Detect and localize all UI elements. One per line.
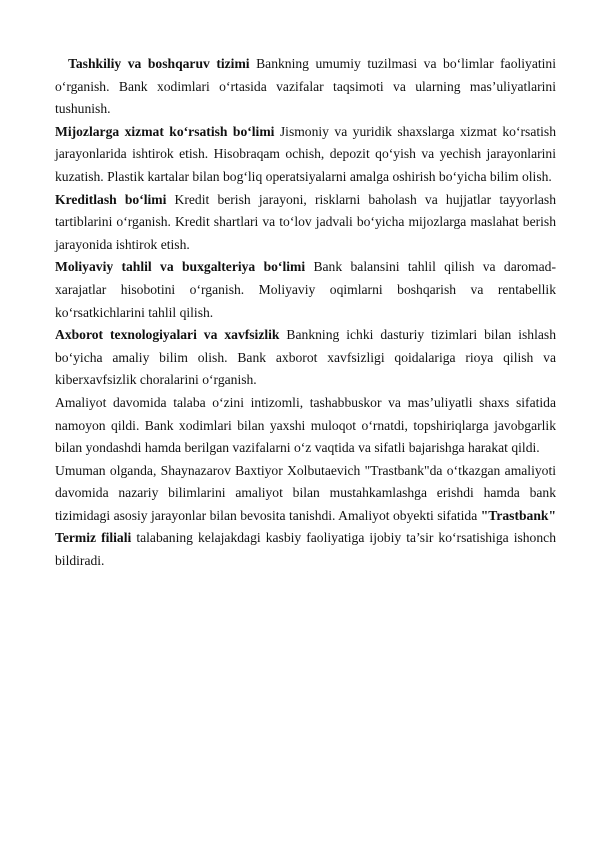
paragraph-text-tail: talabaning kelajakdagi kasbiy faoliyatiga ijobiy ta’sir ko‘rsatishiga ishonch bildiradi. — [55, 530, 556, 569]
paragraph-customer-service — [55, 121, 556, 189]
paragraph-indent — [55, 56, 68, 71]
heading-lending: Kreditlash bo‘limi — [55, 191, 167, 207]
paragraph-text: Kredit berish jarayoni, risklarni baholash va hujjatlar tayyorlash tartiblarini o‘rganish. Kredit shartlari va to‘lov jadvali bo‘yicha mijozlarga maslahat berish jarayonida ishtirok etish. — [55, 191, 556, 252]
document-page — [55, 53, 556, 573]
paragraph-text: Jismoniy va yuridik shaxslarga xizmat ko‘rsatish jarayonlarida ishtirok etish. Hisobraqam ochish, depozit qo‘yish va yechish jarayonlarini kuzatish. Plastik kartalar bilan bog‘liq operatsiyalarni amalga oshirish bo‘yicha bilim olish. — [55, 123, 556, 184]
paragraph-organizational-structure — [55, 53, 556, 121]
paragraph-text: Bankning ichki dasturiy tizimlari bilan ishlash bo‘yicha amaliy bilim olish. Bank axborot xavfsizligi qoidalariga rioya qilish va kiberxavfsizlik choralarini o‘rganish. — [55, 327, 556, 388]
paragraph-text: Bankning umumiy tuzilmasi va bo‘limlar faoliyatini o‘rganish. Bank xodimlari o‘rtasida vazifalar taqsimoti va ularning mas’uliyatlarini tushunish. — [55, 56, 557, 117]
heading-financial-analysis: Moliyaviy tahlil va buxgalteriya bo‘limi — [55, 259, 306, 275]
heading-organizational-structure: Tashkiliy va boshqaruv tizimi — [68, 56, 250, 71]
paragraph-conclusion — [55, 460, 556, 573]
paragraph-it-security — [55, 324, 556, 392]
heading-it-security: Axborot texnologiyalari va xavfsizlik — [55, 327, 280, 343]
paragraph-financial-analysis — [55, 256, 556, 324]
paragraph-lending — [55, 189, 556, 257]
internship-object-name: "Trastbank" Termiz filiali — [55, 507, 556, 546]
paragraph-student-evaluation — [55, 392, 556, 460]
paragraph-text: Amaliyot davomida talaba o‘zini intizomli, tashabbuskor va mas’uliyatli shaxs sifatida namoyon qildi. Bank xodimlari bilan yaxshi muloqot o‘rnatdi, topshiriqlarga javobgarlik bilan yondashdi hamda berilgan vazifalarni o‘z vaqtida va sifatli bajarishga harakat qildi. — [55, 394, 556, 456]
paragraph-text: Bank balansini tahlil qilish va daromad-xarajatlar hisobotini o‘rganish. Moliyaviy oqimlarni boshqarish va rentabellik ko‘rsatkichlarini tahlil qilish. — [55, 259, 556, 320]
heading-customer-service: Mijozlarga xizmat ko‘rsatish bo‘limi — [55, 123, 275, 139]
paragraph-text: Umuman olganda, Shaynazarov Baxtiyor Xolbutaevich "Trastbank"da o‘tkazgan amaliyoti davomida nazariy bilimlarini amaliyot bilan mustahkamlashga erishdi hamda bank tizimidagi asosiy jarayonlar bilan bevosita tanishdi. Amaliyot obyekti sifatida — [55, 462, 556, 523]
